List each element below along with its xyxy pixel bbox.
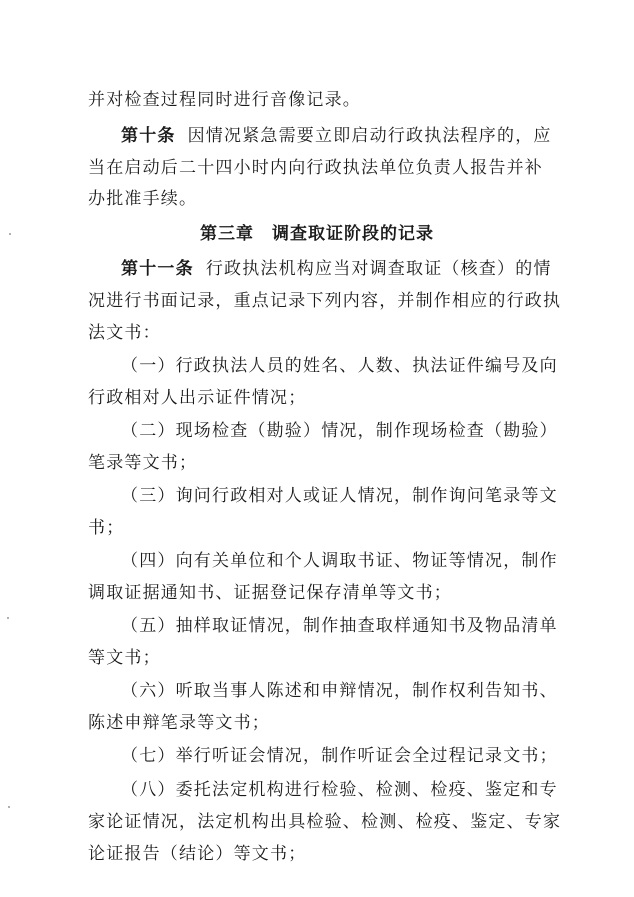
text-line: 书； <box>88 518 125 538</box>
chapter-title: 调查取证阶段的记录 <box>272 224 434 244</box>
text-line: 办批准手续。 <box>88 189 198 209</box>
chapter-heading <box>0 223 634 245</box>
text-line: 论证报告（结论）等文书； <box>88 844 307 864</box>
text-line: 笔录等文书； <box>88 453 198 473</box>
list-item-6: （六）听取当事人陈述和申辩情况，制作权利告知书、 <box>121 681 558 701</box>
scan-speck <box>7 617 9 619</box>
list-item-3: （三）询问行政相对人或证人情况，制作询问笔录等文 <box>121 486 558 506</box>
list-item-5: （五）抽样取证情况，制作抽查取样通知书及物品清单 <box>121 616 558 636</box>
list-item-8: （八）委托法定机构进行检验、检测、检疫、鉴定和专 <box>121 780 558 800</box>
text-line: 当在启动后二十四小时内向行政执法单位负责人报告并补 <box>88 158 543 178</box>
list-item-2: （二）现场检查（勘验）情况，制作现场检查（勘验） <box>121 421 558 441</box>
text-line: 陈述申辩笔录等文书； <box>88 713 270 733</box>
article-10-first-line <box>121 125 552 147</box>
text-line: 调取证据通知书、证据登记保存清单等文书； <box>88 583 452 603</box>
text-line: 等文书； <box>88 648 161 668</box>
text-line: 法文书： <box>88 323 161 343</box>
chapter-number: 第三章 <box>200 224 254 244</box>
text-line: 并对检查过程同时进行音像记录。 <box>88 90 361 110</box>
scan-speck <box>9 233 11 235</box>
scan-speck <box>8 806 10 808</box>
article-11-text: 行政执法机构应当对调查取证（核查）的情 <box>205 259 552 279</box>
article-11-label: 第十一条 <box>121 259 194 279</box>
list-item-4: （四）向有关单位和个人调取书证、物证等情况，制作 <box>121 551 558 571</box>
text-line: 行政相对人出示证件情况； <box>88 388 307 408</box>
text-line: 况进行书面记录，重点记录下列内容，并制作相应的行政执 <box>88 291 562 311</box>
list-item-7: （七）举行听证会情况，制作听证会全过程记录文书； <box>121 746 558 766</box>
text-line: 家论证情况，法定机构出具检验、检测、检疫、鉴定、专家 <box>88 812 562 832</box>
article-11-first-line <box>121 258 552 280</box>
article-10-text: 因情况紧急需要立即启动行政执法程序的，应 <box>187 126 552 146</box>
article-10-label: 第十条 <box>121 126 176 146</box>
list-item-1: （一）行政执法人员的姓名、人数、执法证件编号及向 <box>121 356 558 376</box>
